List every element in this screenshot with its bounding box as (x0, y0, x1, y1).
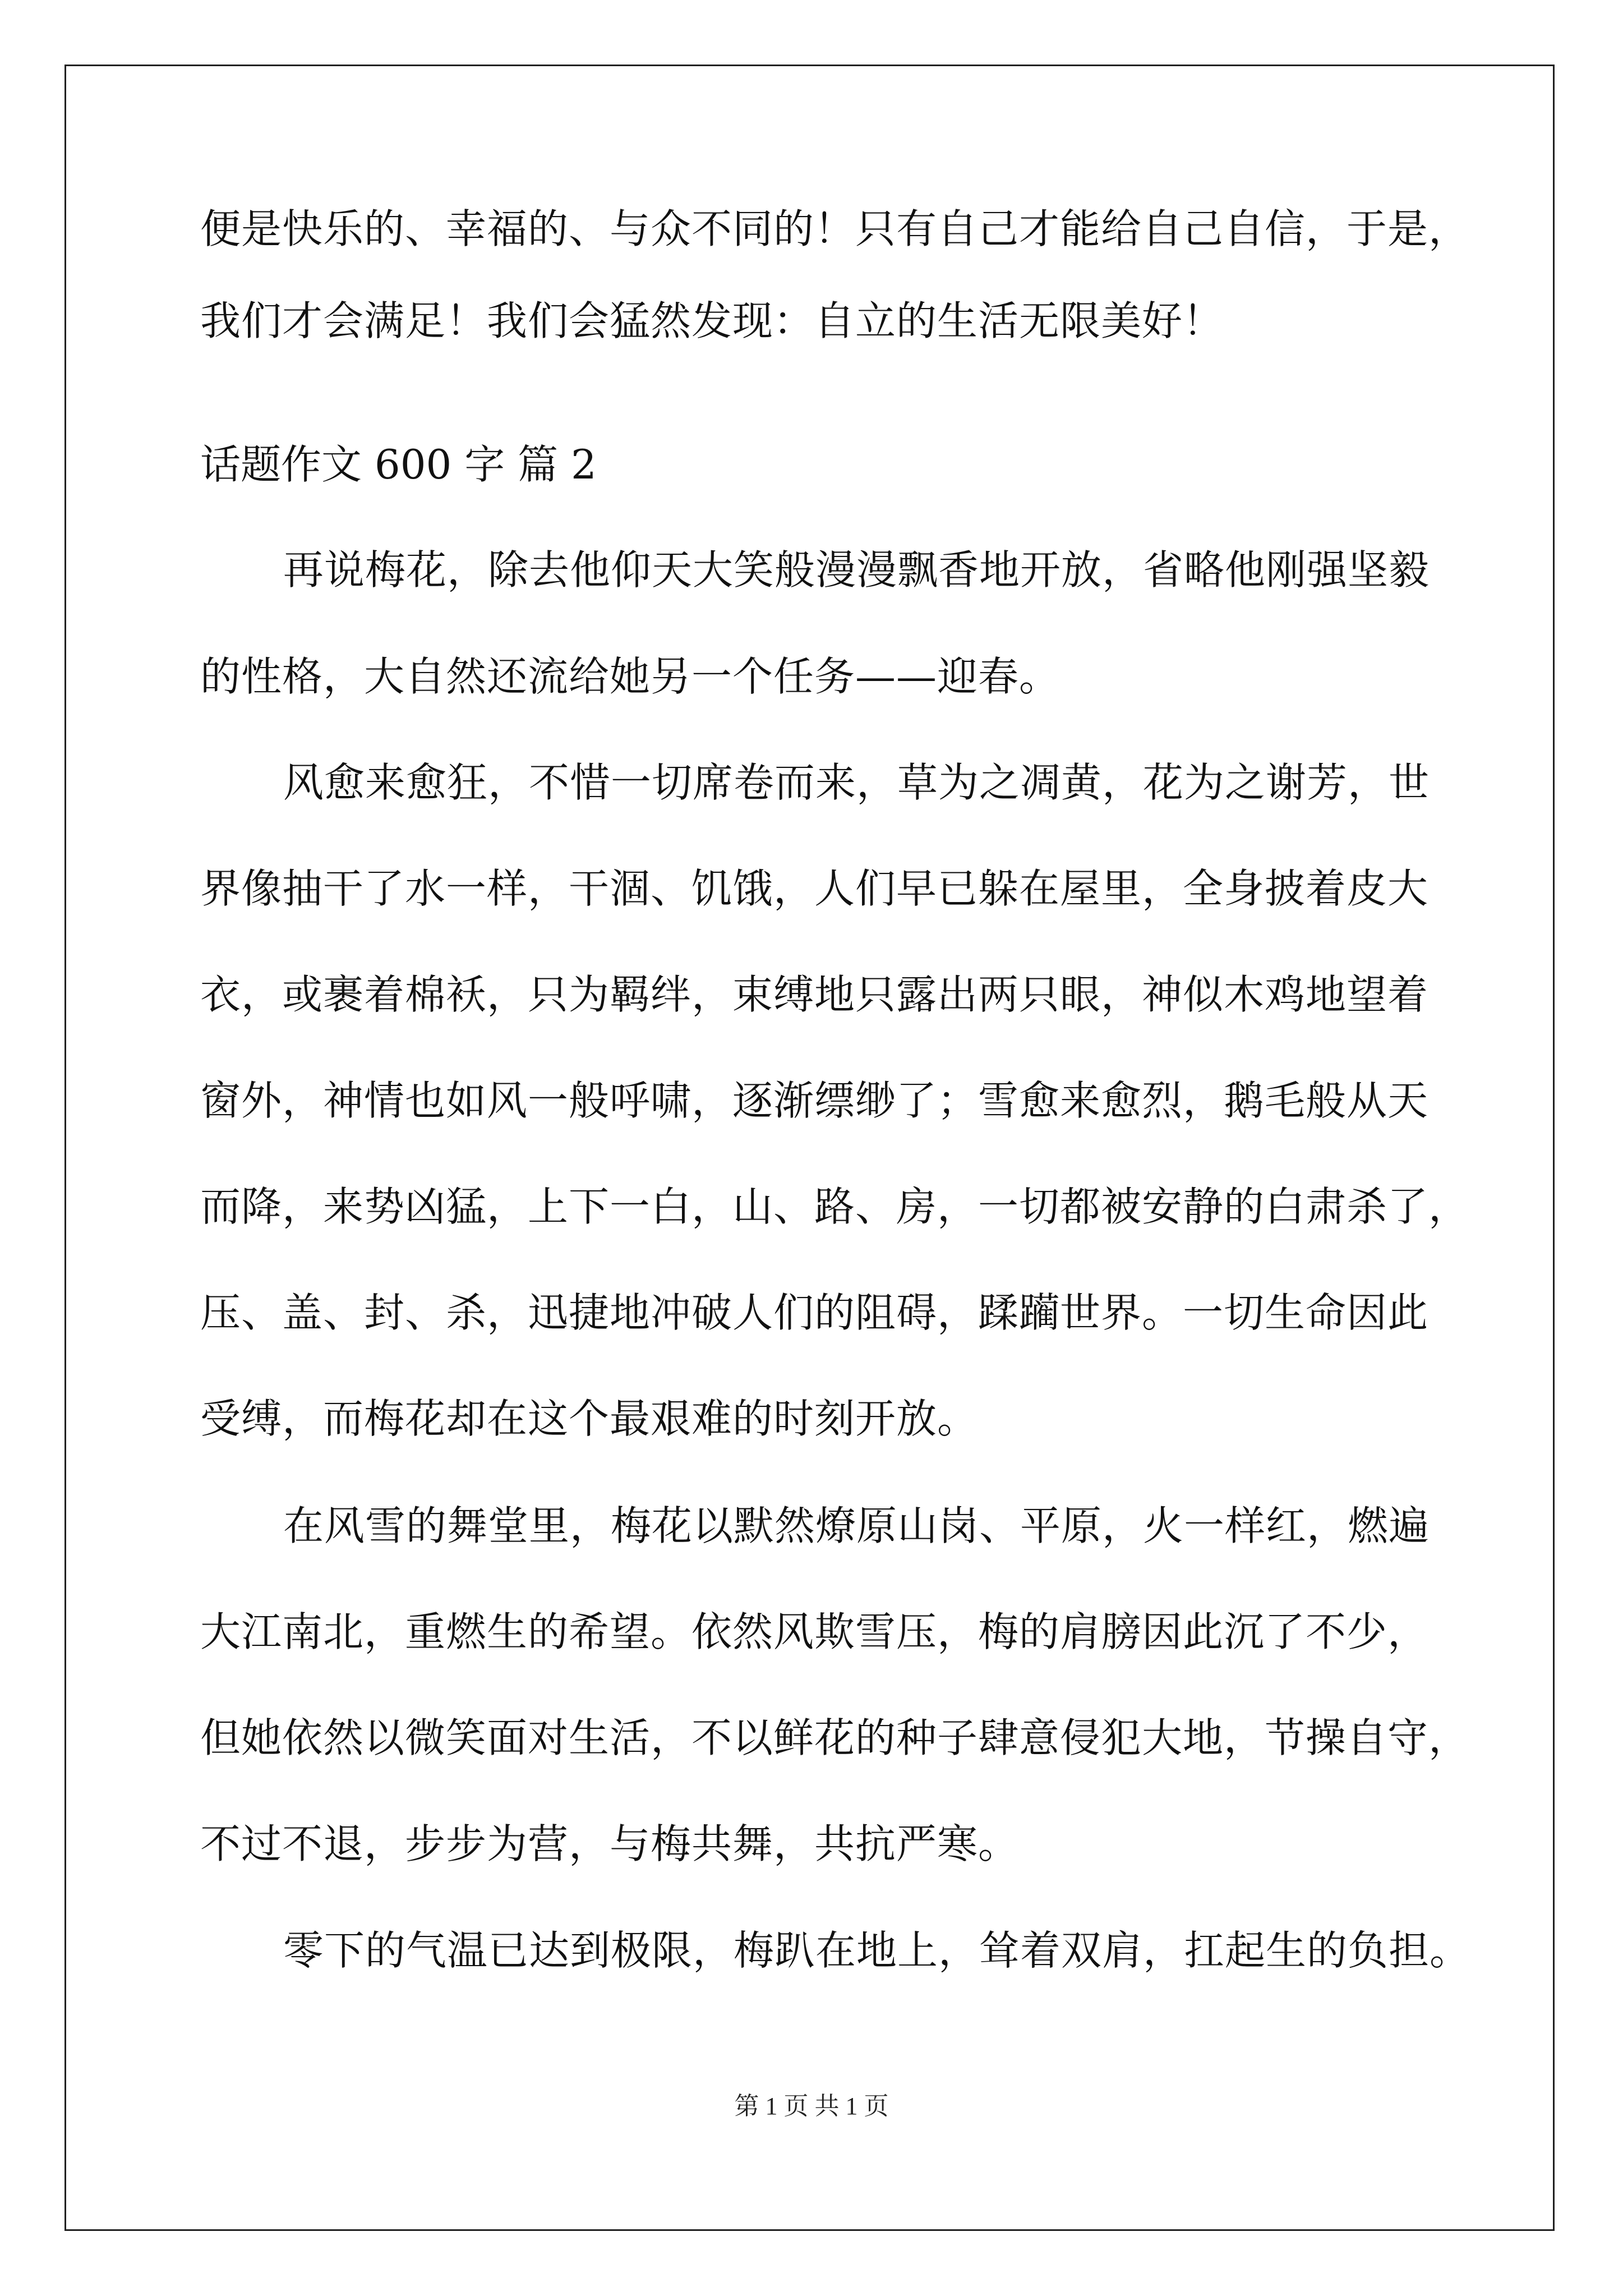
text-line: 衣，或裹着棉袄，只为羁绊，束缚地只露出两只眼，神似木鸡地望着 (200, 971, 1429, 1018)
text-line: 受缚，而梅花却在这个最艰难的时刻开放。 (200, 1395, 979, 1442)
text-line: 但她依然以微笑面对生活，不以鲜花的种子肆意侵犯大地，节操自守， (200, 1714, 1470, 1761)
text-line: 便是快乐的、幸福的、与众不同的！只有自己才能给自己自信，于是， (200, 205, 1470, 252)
text-line: 不过不退，步步为营，与梅共舞，共抗严寒。 (200, 1820, 1020, 1867)
text-line: 零下的气温已达到极限，梅趴在地上，耸着双肩，扛起生的负担。 (283, 1927, 1471, 1974)
text-line: 而降，来势凶猛，上下一白，山、路、房，一切都被安静的白肃杀了， (200, 1183, 1470, 1230)
text-line: 窗外，神情也如风一般呼啸，逐渐缥缈了；雪愈来愈烈，鹅毛般从天 (200, 1077, 1429, 1124)
text-line: 风愈来愈狂，不惜一切席卷而来，草为之凋黄，花为之谢芳，世 (283, 759, 1430, 806)
page-footer: 第 1 页 共 1 页 (734, 2092, 889, 2120)
section-heading: 话题作文 600 字 篇 2 (200, 441, 597, 488)
text-line: 压、盖、封、杀，迅捷地冲破人们的阻碍，蹂躏世界。一切生命因此 (200, 1289, 1429, 1336)
text-line: 大江南北，重燃生的希望。依然风欺雪压，梅的肩膀因此沉了不少， (200, 1608, 1429, 1655)
text-line: 我们才会满足！我们会猛然发现：自立的生活无限美好！ (200, 297, 1224, 344)
text-line: 的性格，大自然还流给她另一个任务——迎春。 (200, 653, 1061, 700)
text-line: 在风雪的舞堂里，梅花以默然燎原山岗、平原，火一样红，燃遍 (283, 1502, 1430, 1549)
page-border (64, 65, 1555, 2231)
text-line: 界像抽干了水一样，干涸、饥饿，人们早已躲在屋里，全身披着皮大 (200, 865, 1429, 912)
text-line: 再说梅花，除去他仰天大笑般漫漫飘香地开放，省略他刚强坚毅 (283, 546, 1430, 593)
